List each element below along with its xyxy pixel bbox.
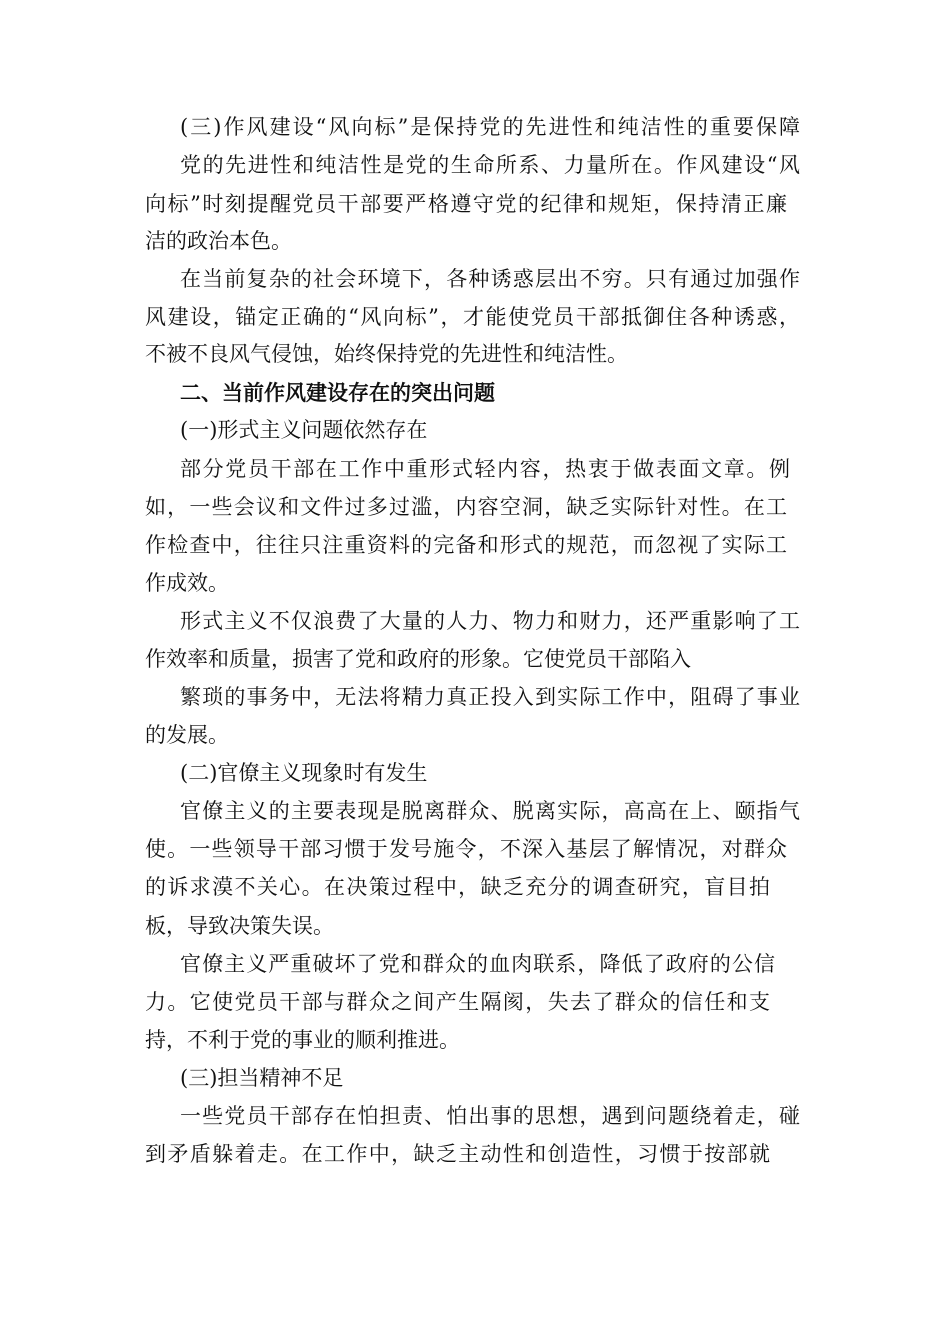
paragraph-line: 的发展。 [145, 723, 229, 747]
paragraph-line: 作效率和质量，损害了党和政府的形象。它使党员干部陷入 [145, 647, 691, 671]
paragraph-line: 部分党员干部在工作中重形式轻内容，热衷于做表面文章。例 [180, 457, 790, 481]
paragraph-line: 洁的政治本色。 [145, 229, 292, 253]
paragraph-line: 作检查中，往往只注重资料的完备和形式的规范，而忽视了实际工 [145, 533, 787, 557]
subheading-2-bureaucratism: (二)官僚主义现象时有发生 [180, 761, 428, 785]
paragraph-line: 党的先进性和纯洁性是党的生命所系、力量所在。作风建设“风 [180, 153, 800, 177]
paragraph-line: 力。它使党员干部与群众之间产生隔阂，失去了群众的信任和支 [145, 990, 770, 1014]
subheading-3-party-style: (三)作风建设“风向标”是保持党的先进性和纯洁性的重要保障 [180, 115, 800, 139]
paragraph-line: 风建设，锚定正确的“风向标”，才能使党员干部抵御住各种诱惑， [145, 305, 800, 329]
paragraph-line: 在当前复杂的社会环境下，各种诱惑层出不穷。只有通过加强作 [180, 267, 800, 291]
subheading-1-formalism: (一)形式主义问题依然存在 [180, 418, 428, 442]
paragraph-line: 持，不利于党的事业的顺利推进。 [145, 1028, 460, 1052]
paragraph-line: 繁琐的事务中，无法将精力真正投入到实际工作中，阻碍了事业 [180, 685, 800, 709]
paragraph-line: 官僚主义的主要表现是脱离群众、脱离实际，高高在上、颐指气 [180, 799, 800, 823]
paragraph-line: 作成效。 [145, 571, 229, 595]
section-heading-2: 二、当前作风建设存在的突出问题 [180, 381, 495, 405]
paragraph-line: 的诉求漠不关心。在决策过程中，缺乏充分的调查研究，盲目拍 [145, 875, 770, 899]
paragraph-line: 不被不良风气侵蚀，始终保持党的先进性和纯洁性。 [145, 342, 628, 366]
paragraph-line: 使。一些领导干部习惯于发号施令，不深入基层了解情况，对群众 [145, 837, 787, 861]
paragraph-line: 板，导致决策失误。 [145, 914, 334, 938]
paragraph-line: 形式主义不仅浪费了大量的人力、物力和财力，还严重影响了工 [180, 609, 800, 633]
paragraph-line: 向标”时刻提醒党员干部要严格遵守党的纪律和规矩，保持清正廉 [145, 192, 787, 216]
paragraph-line: 到矛盾躲着走。在工作中，缺乏主动性和创造性，习惯于按部就 [145, 1142, 770, 1166]
subheading-3-responsibility: (三)担当精神不足 [180, 1066, 344, 1090]
paragraph-line: 官僚主义严重破坏了党和群众的血肉联系，降低了政府的公信 [180, 952, 775, 976]
paragraph-line: 如，一些会议和文件过多过滥，内容空洞，缺乏实际针对性。在工 [145, 495, 787, 519]
paragraph-line: 一些党员干部存在怕担责、怕出事的思想，遇到问题绕着走，碰 [180, 1104, 800, 1128]
